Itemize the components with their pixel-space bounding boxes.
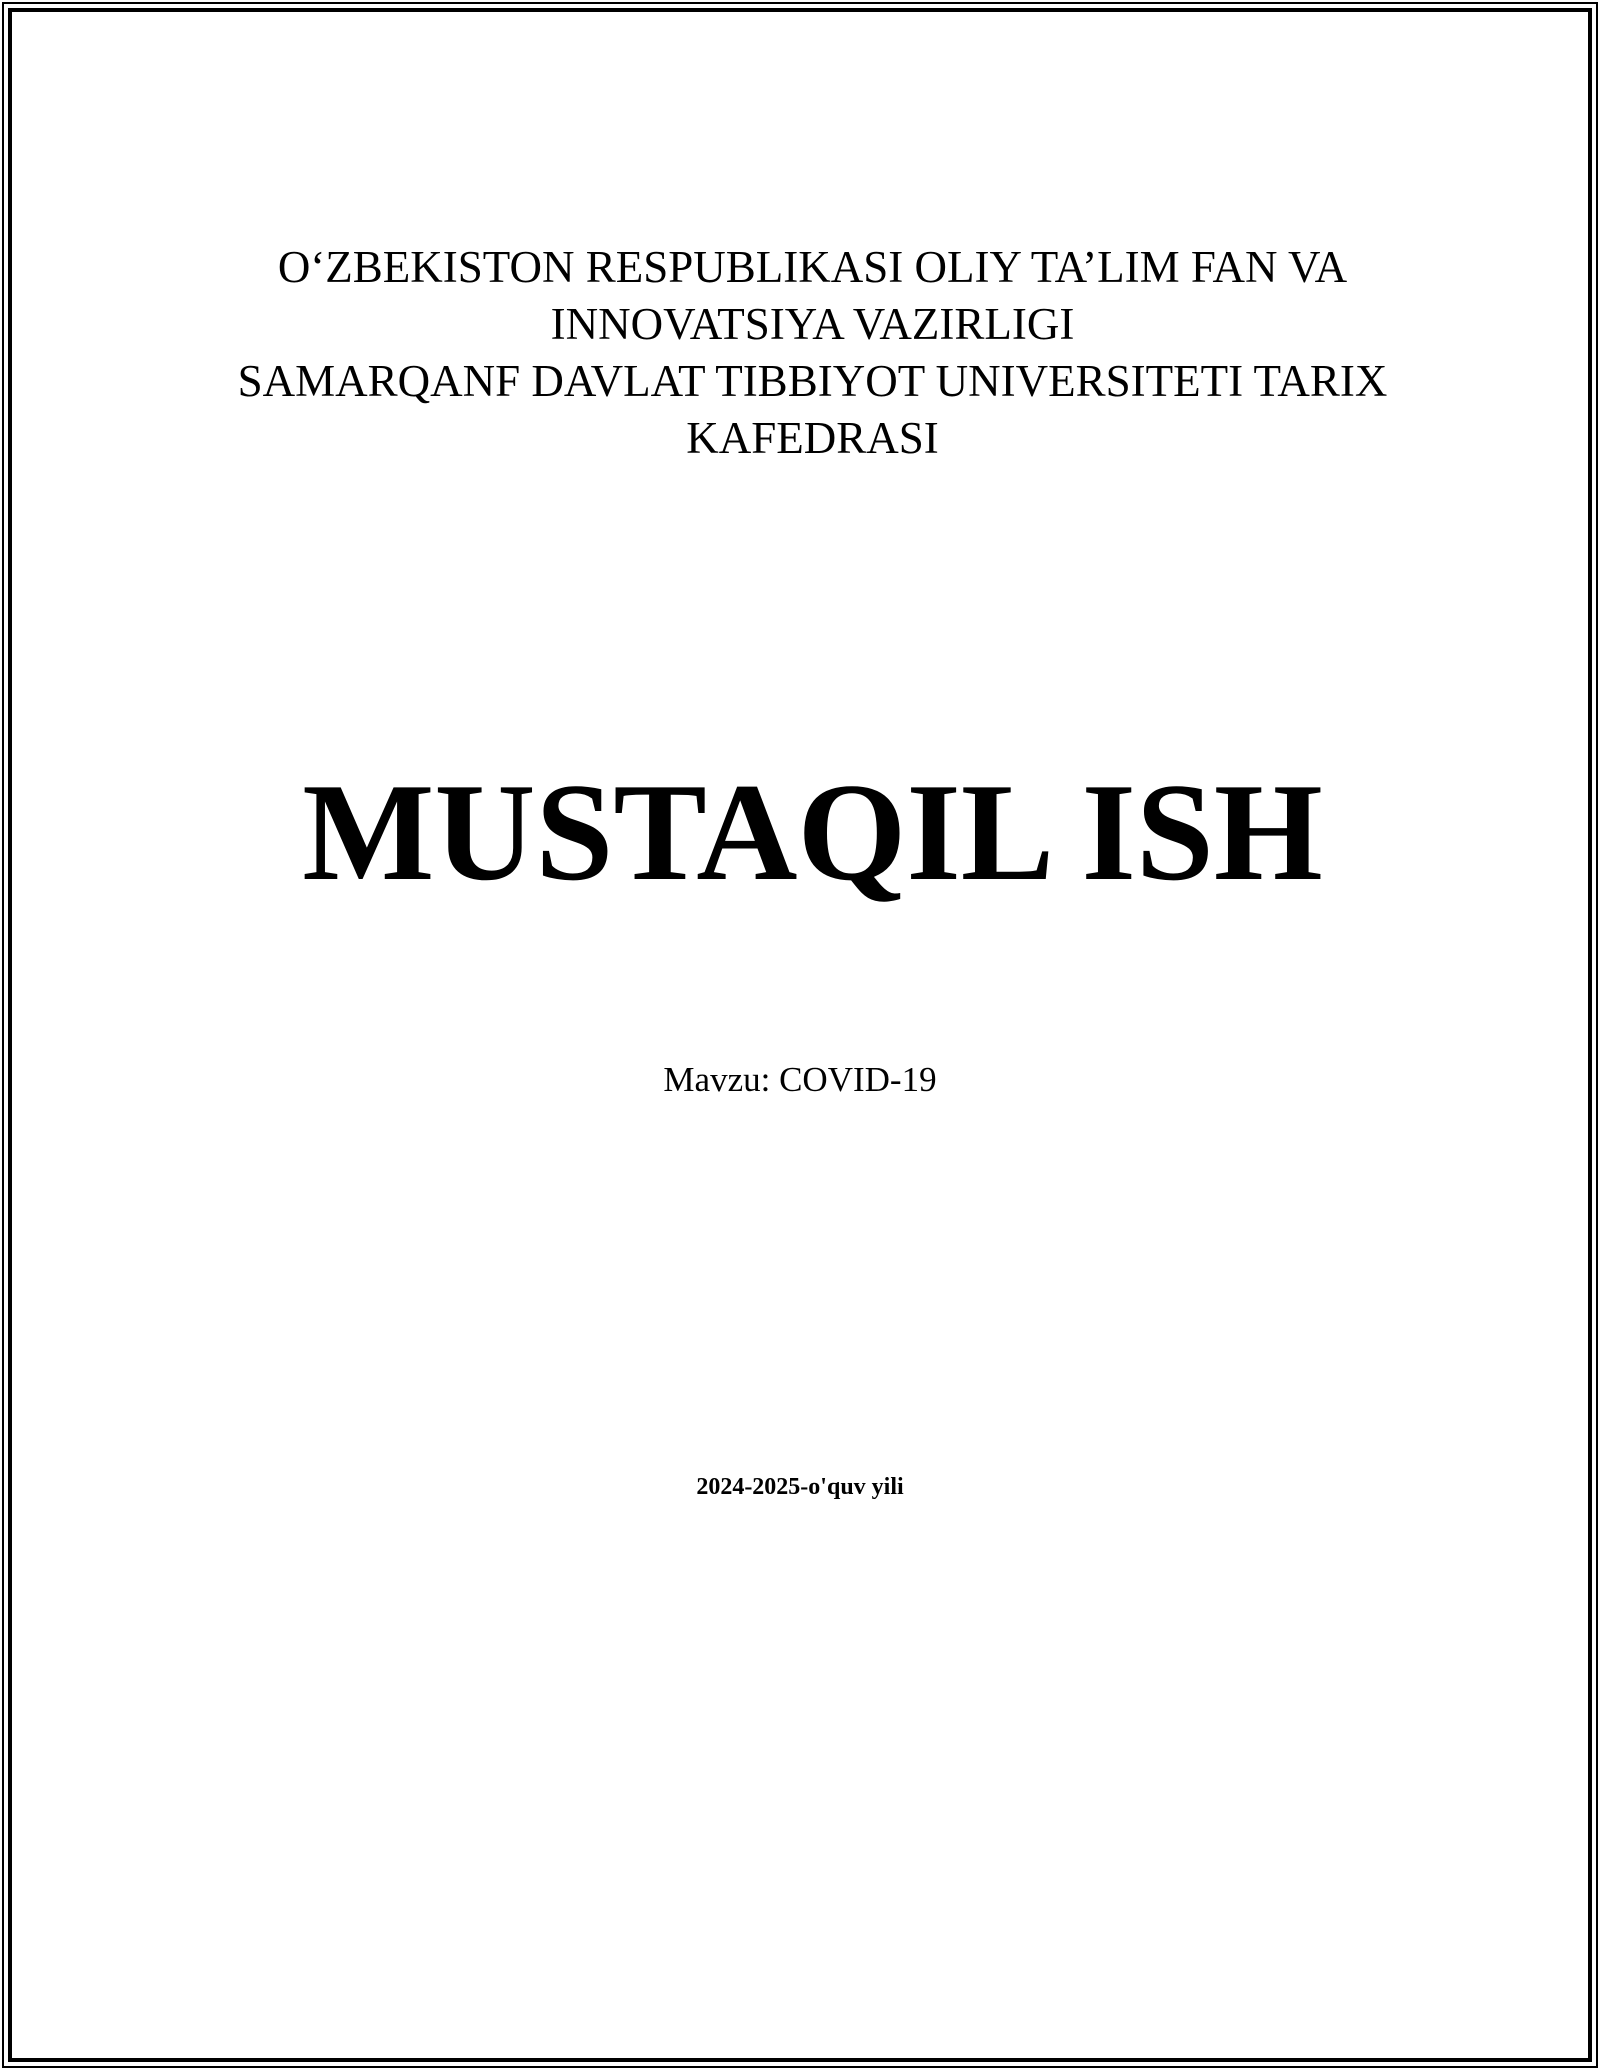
header-line-ministry-1: O‘ZBEKISTON RESPUBLIKASI OLIY TA’LIM FAN VA bbox=[277, 242, 1348, 292]
subject-line: Mavzu: COVID-19 bbox=[663, 1060, 937, 1099]
institution-header bbox=[0, 239, 1600, 467]
academic-year: 2024-2025-o'quv yili bbox=[696, 1474, 904, 1500]
header-line-ministry-2: INNOVATSIYA VAZIRLIGI bbox=[550, 299, 1075, 349]
header-line-university: SAMARQANF DAVLAT TIBBIYOT UNIVERSITETI TARIX bbox=[237, 356, 1388, 406]
document-title: MUSTAQIL ISH bbox=[302, 755, 1323, 910]
header-line-department: KAFEDRASI bbox=[686, 413, 939, 463]
